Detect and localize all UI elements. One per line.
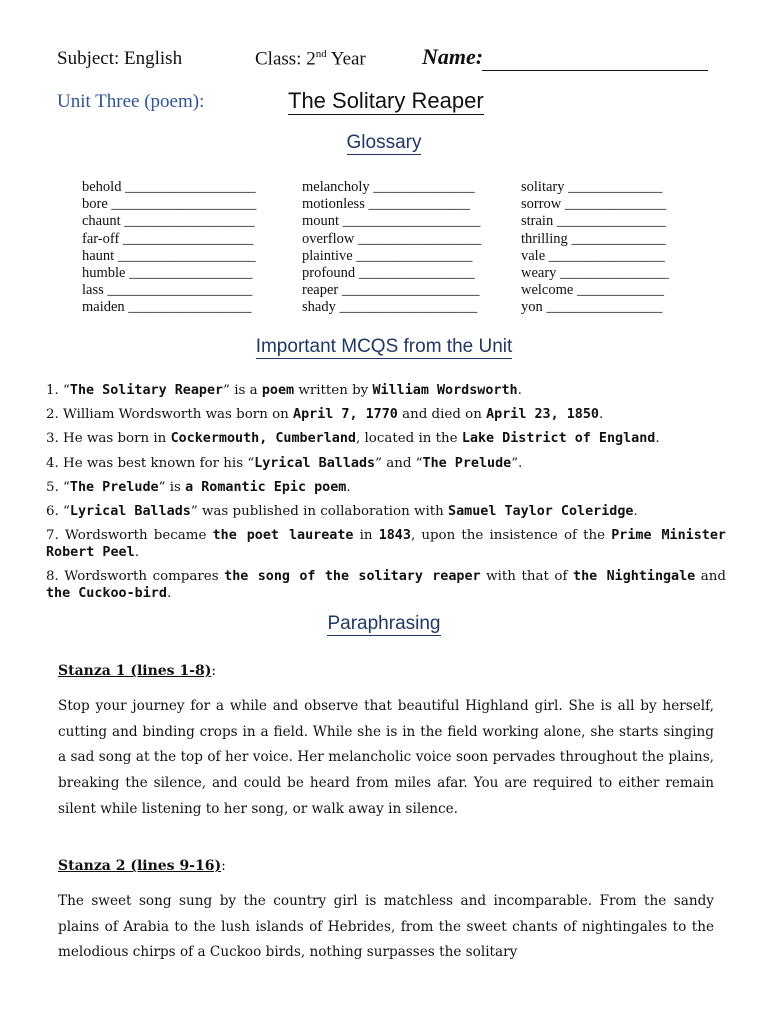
- glossary-column-1: [82, 179, 256, 317]
- mcq-text: .: [598, 407, 604, 422]
- header-row: [57, 44, 717, 78]
- subject-label: Subject: English: [57, 48, 183, 69]
- class-suffix: Year: [326, 48, 366, 70]
- glossary-column-2: [302, 179, 481, 317]
- glossary-entry[interactable]: lass ____________________: [82, 282, 253, 299]
- mcq-text: .: [633, 504, 638, 519]
- glossary-entry[interactable]: reaper ___________________: [302, 282, 480, 299]
- mcq-text: ” and “: [375, 456, 423, 471]
- glossary-entry[interactable]: thrilling _____________: [521, 230, 666, 247]
- mcq-number: 8.: [46, 569, 65, 584]
- stanza-2-paraphrase: The sweet song sung by the country girl is matchless and incomparable. From the sandy plains of Arabia to the lush islands of Hebrides, from the sweet chants of nightingales to the melodious chirps of a Cuckoo birds, nothing surpasses the solitary: [58, 893, 714, 961]
- glossary-entry[interactable]: maiden _________________: [82, 299, 252, 316]
- mcq-keyword: The Prelude: [69, 480, 159, 495]
- mcq-text: in: [353, 528, 379, 543]
- mcq-keyword: The Prelude: [422, 456, 512, 471]
- mcq-text: , upon the insistence of the: [410, 528, 612, 543]
- mcq-number: 3.: [46, 431, 64, 446]
- name-blank-line[interactable]: [482, 70, 708, 71]
- glossary-entry[interactable]: motionless ______________: [302, 196, 470, 213]
- mcq-number: 4.: [46, 456, 64, 471]
- mcq-text: ” is: [158, 480, 186, 495]
- mcq-number: 2.: [46, 407, 64, 422]
- mcq-number: 7.: [46, 528, 65, 543]
- paraphrasing-heading: [0, 613, 768, 635]
- mcq-keyword: The Solitary Reaper: [69, 383, 224, 398]
- glossary-entry[interactable]: mount ___________________: [302, 213, 481, 230]
- glossary-entry[interactable]: overflow _________________: [302, 230, 482, 247]
- glossary-entry[interactable]: chaunt __________________: [82, 213, 255, 230]
- glossary-entry[interactable]: welcome ____________: [521, 282, 664, 299]
- class-label: [255, 48, 366, 70]
- mcq-keyword: April 23, 1850: [486, 407, 599, 422]
- glossary-entry[interactable]: profound ________________: [302, 265, 475, 282]
- mcq-keyword: the Cuckoo-bird: [46, 586, 167, 601]
- glossary-entry[interactable]: behold __________________: [82, 179, 256, 195]
- mcq-text: ” is a: [223, 383, 262, 398]
- unit-label: Unit Three (poem):: [57, 91, 205, 112]
- mcq-item: [46, 382, 726, 399]
- mcq-keyword: Prime Minister Robert Peel: [46, 528, 726, 560]
- mcq-keyword: Samuel Taylor Coleridge: [448, 504, 634, 519]
- mcq-text: William Wordsworth was born on: [63, 407, 294, 422]
- mcq-text: ”.: [511, 456, 523, 471]
- glossary-entry[interactable]: strain _______________: [521, 213, 666, 230]
- mcq-item: [46, 479, 726, 496]
- paraphrasing-heading-text: Paraphrasing: [327, 613, 441, 634]
- mcq-text: He was best known for his “: [63, 456, 255, 471]
- glossary-entry[interactable]: vale ________________: [521, 247, 665, 264]
- stanza-1-colon: :: [211, 663, 217, 679]
- mcq-item: [46, 406, 726, 423]
- mcq-text: and died on: [397, 407, 487, 422]
- mcq-heading: [0, 336, 768, 358]
- glossary-column-3: [521, 179, 669, 317]
- stanza-2-label-text: Stanza 2 (lines 9-16): [58, 858, 222, 874]
- mcq-text: , located in the: [356, 431, 462, 446]
- mcq-text: “: [63, 480, 70, 495]
- mcq-keyword: a Romantic Epic poem: [185, 480, 347, 495]
- glossary-entry[interactable]: haunt ___________________: [82, 247, 256, 264]
- stanza-1-label: [58, 663, 216, 679]
- mcq-keyword: poem: [261, 383, 295, 398]
- mcq-keyword: 1843: [378, 528, 411, 543]
- stanza-1-label-text: Stanza 1 (lines 1-8): [58, 663, 212, 679]
- poem-title: The Solitary Reaper: [288, 88, 484, 113]
- mcq-keyword: Lyrical Ballads: [69, 504, 191, 519]
- mcq-text: Wordsworth became: [64, 528, 213, 543]
- mcq-keyword: the Nightingale: [573, 569, 696, 584]
- mcq-number: 6.: [46, 504, 64, 519]
- mcq-text: Wordsworth compares: [64, 569, 225, 584]
- mcq-keyword: Lyrical Ballads: [254, 456, 376, 471]
- mcq-item: [46, 568, 726, 602]
- stanza-2-label: [58, 858, 226, 874]
- glossary-entry[interactable]: shady ___________________: [302, 299, 478, 316]
- mcq-item: [46, 430, 726, 447]
- mcq-number: 5.: [46, 480, 64, 495]
- mcq-keyword: the song of the solitary reaper: [224, 569, 481, 584]
- glossary-entry[interactable]: yon ________________: [521, 299, 663, 316]
- class-superscript: nd: [315, 48, 327, 60]
- glossary-entry[interactable]: sorrow ______________: [521, 196, 667, 213]
- mcq-number: 1.: [46, 383, 64, 398]
- mcq-keyword: the poet laureate: [212, 528, 354, 543]
- glossary-entry[interactable]: bore ____________________: [82, 196, 257, 213]
- class-prefix: Class: 2: [255, 48, 316, 70]
- glossary-entry[interactable]: solitary _____________: [521, 179, 663, 195]
- glossary-heading: [0, 132, 768, 154]
- mcq-item: [46, 503, 726, 520]
- glossary-entry[interactable]: humble _________________: [82, 265, 253, 282]
- name-label: Name:: [422, 44, 484, 69]
- glossary-entry[interactable]: melancholy ______________: [302, 179, 475, 195]
- stanza-2-colon: :: [221, 858, 226, 874]
- glossary-heading-text: Glossary: [346, 132, 422, 153]
- mcq-text: .: [346, 480, 351, 495]
- mcq-text: and: [695, 569, 726, 584]
- mcq-text: written by: [294, 383, 373, 398]
- mcq-text: .: [517, 383, 522, 398]
- glossary-entry[interactable]: far-off __________________: [82, 230, 254, 247]
- mcq-heading-text: Important MCQS from the Unit: [255, 336, 513, 357]
- mcq-text: “: [63, 504, 70, 519]
- mcq-text: .: [655, 431, 660, 446]
- glossary-entry[interactable]: weary _______________: [521, 265, 669, 282]
- mcq-text: He was born in: [63, 431, 171, 446]
- stanza-1-paraphrase: Stop your journey for a while and observe that beautiful Highland girl. She is all by herself, cutting and binding crops in a field. While she is in the field working alone, she starts singing a sad song at the top of her voice. Her melancholic voice soon pervades throughout the plains, breaking the silence, and could be heard from miles afar. You are required to either remain silent while listening to her song, or walk away in silence.: [58, 698, 714, 817]
- mcq-text: “: [63, 383, 70, 398]
- mcq-text: with that of: [480, 569, 574, 584]
- mcq-keyword: Cockermouth, Cumberland: [170, 431, 356, 446]
- mcq-keyword: April 7, 1770: [293, 407, 398, 422]
- mcq-keyword: Lake District of England: [461, 431, 656, 446]
- mcq-text: ” was published in collaboration with: [190, 504, 449, 519]
- mcq-text: .: [134, 545, 139, 560]
- glossary-entry[interactable]: plaintive ________________: [302, 247, 473, 264]
- mcq-item: [46, 527, 726, 561]
- mcq-item: [46, 455, 726, 472]
- mcq-text: .: [166, 586, 172, 601]
- mcq-keyword: William Wordsworth: [372, 383, 518, 398]
